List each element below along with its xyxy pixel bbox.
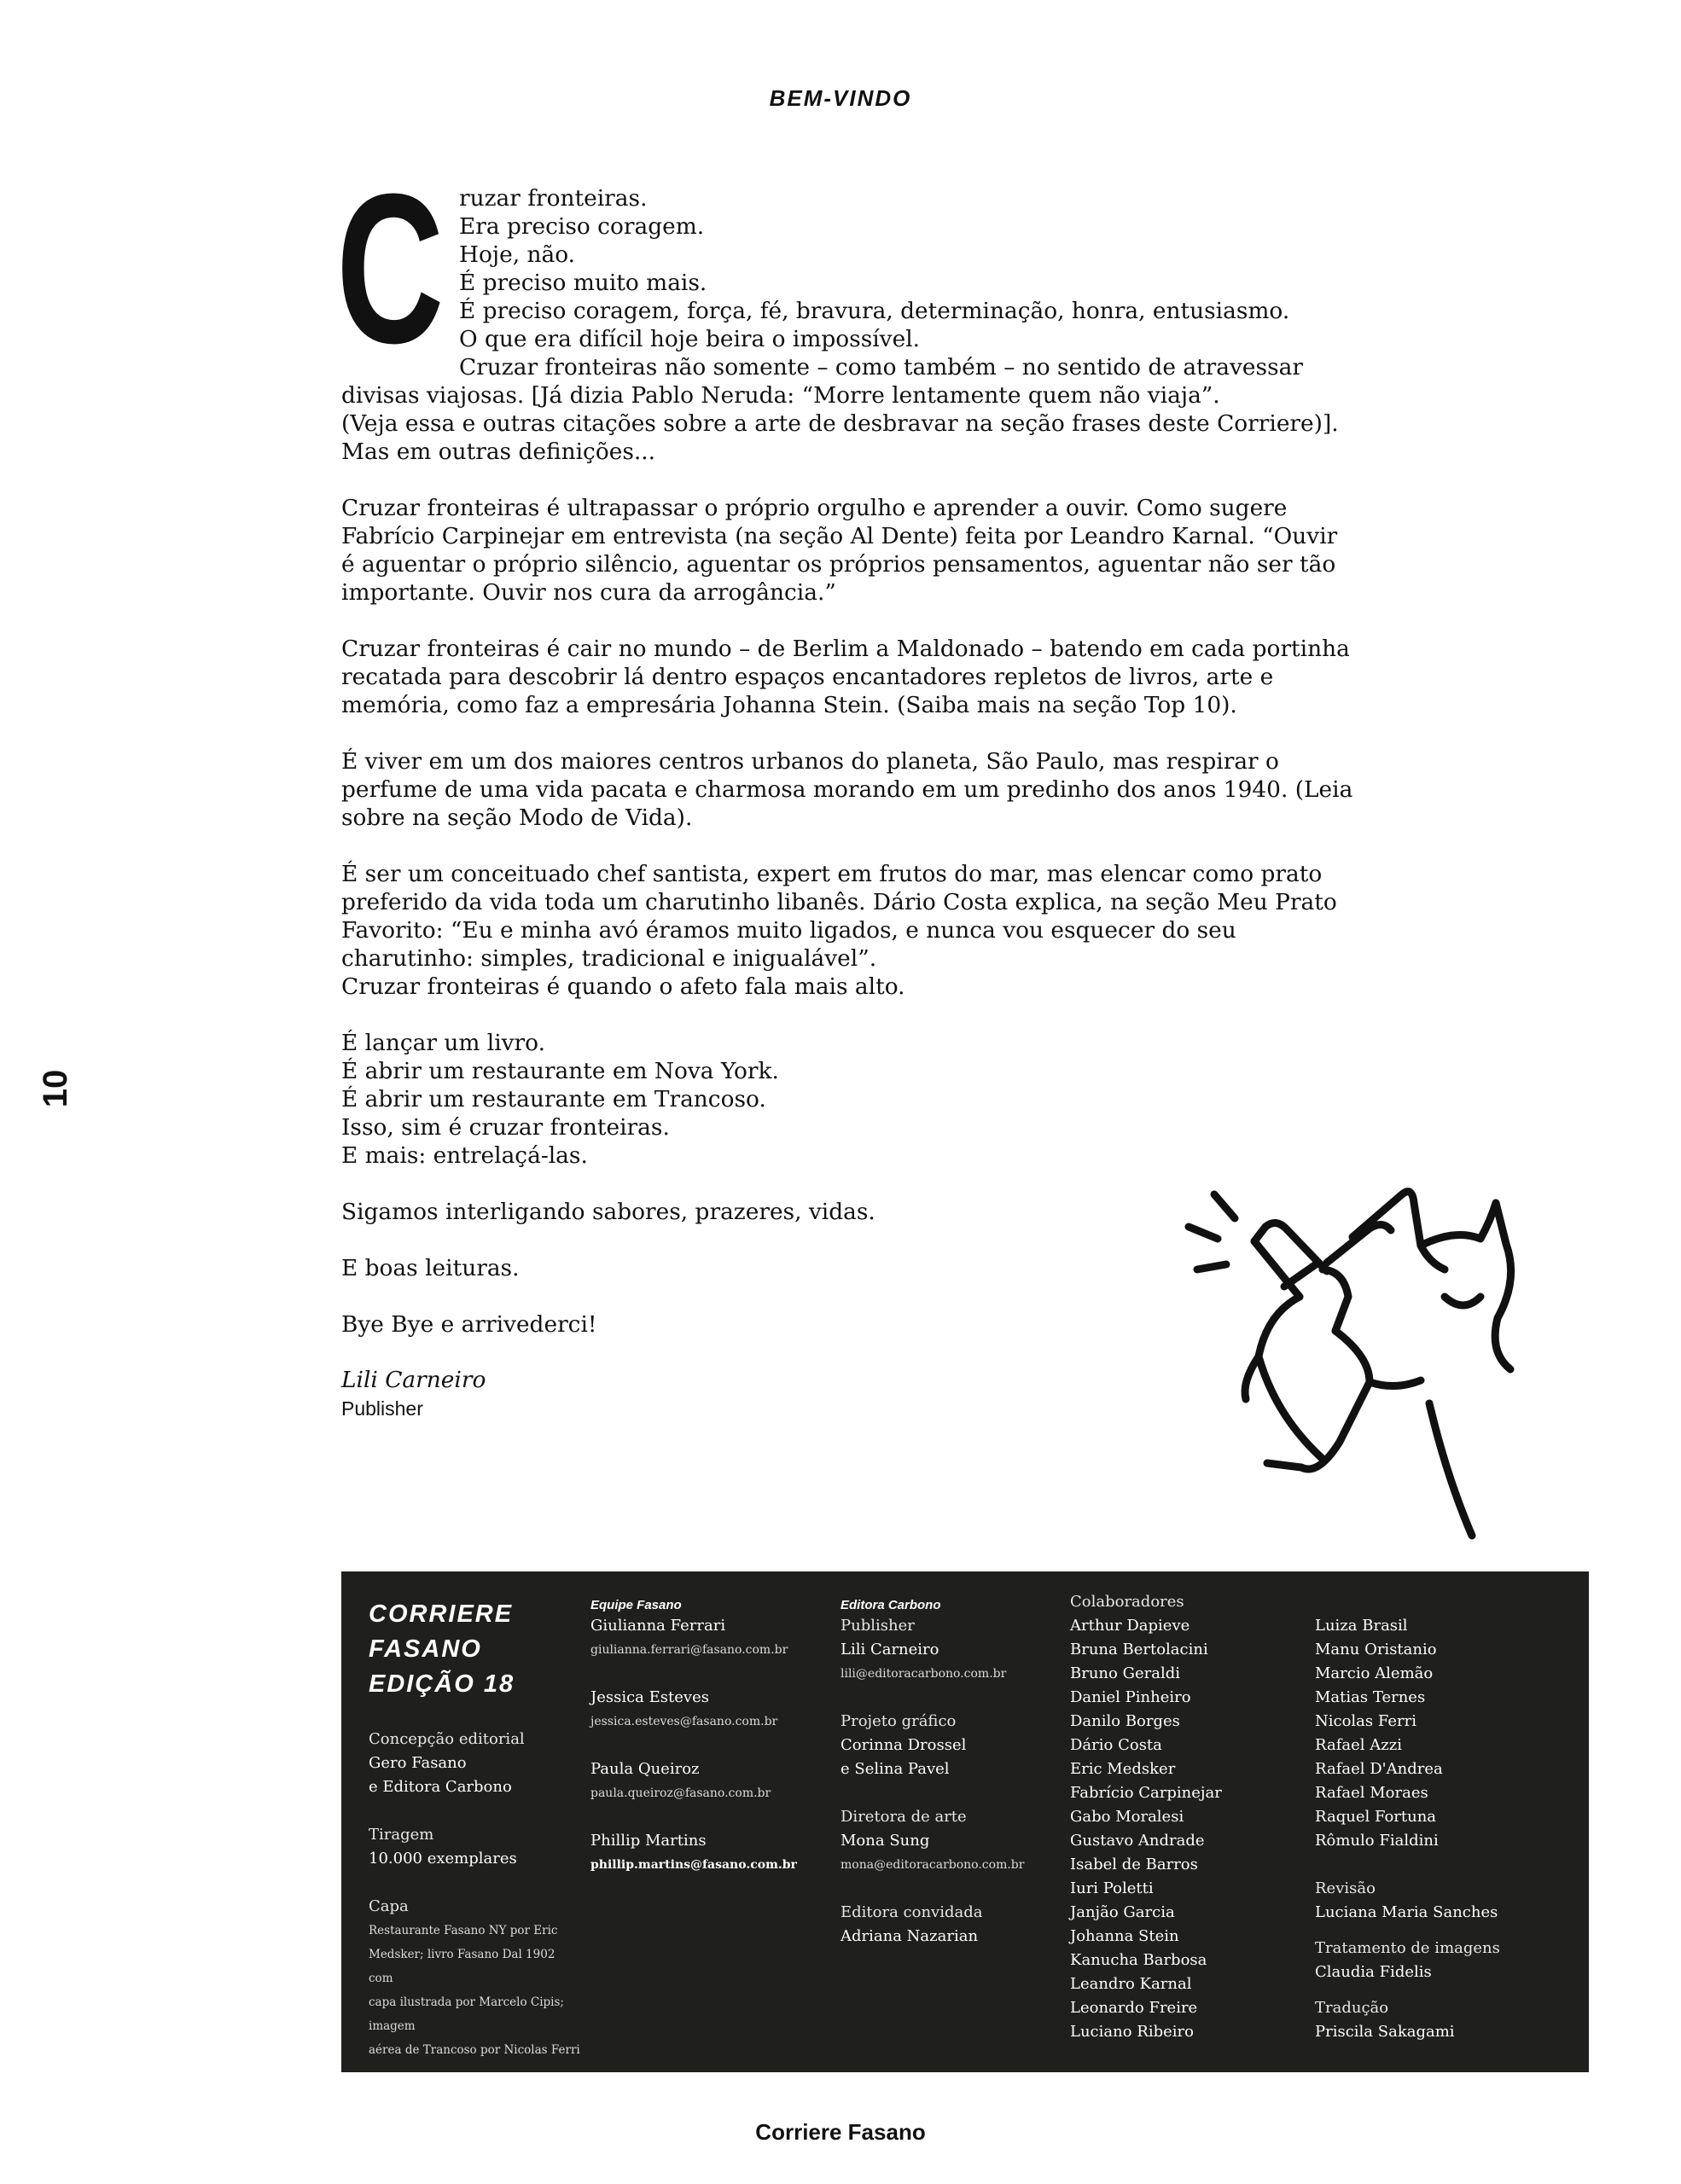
- signature-name: Lili Carneiro: [341, 1367, 486, 1393]
- closing-line: Bye Bye e arrivederci!: [341, 1311, 597, 1338]
- colaborador-name: Marcio Alemão: [1315, 1664, 1434, 1682]
- capa-line: capa ilustrada por Marcelo Cipis; imagem: [369, 1995, 564, 2033]
- colaboradores-list-continued: [1315, 1614, 1571, 1853]
- equipe-email: giulianna.ferrari@fasano.com.br: [590, 1643, 788, 1657]
- intro-line: Mas em outras definições...: [341, 439, 656, 465]
- diretora-email: mona@editoracarbono.com.br: [840, 1858, 1025, 1872]
- concepcao-label: Concepção editorial: [369, 1730, 525, 1748]
- colaborador-name: Rômulo Fialdini: [1315, 1832, 1439, 1850]
- intro-line: divisas viajosas. [Já dizia Pablo Neruda: “Morre lentamente quem não viaja”.: [341, 382, 1220, 409]
- list-line: Isso, sim é cruzar fronteiras.: [341, 1114, 670, 1141]
- signature-role: Publisher: [341, 1397, 423, 1420]
- capa-line: Medsker; livro Fasano Dal 1902 com: [369, 1948, 555, 1985]
- equipe-email: paula.queiroz@fasano.com.br: [590, 1786, 771, 1800]
- equipe-email: jessica.esteves@fasano.com.br: [590, 1715, 778, 1728]
- footer-title: Corriere Fasano: [755, 2119, 926, 2145]
- body-paragraph: Cruzar fronteiras é quando o afeto fala mais alto.: [341, 973, 905, 1000]
- intro-paragraph: [341, 184, 1357, 466]
- capa-line: aérea de Trancoso por Nicolas Ferri: [369, 2043, 580, 2057]
- convidada-label: Editora convidada: [840, 1903, 983, 1921]
- concepcao-value: e Editora Carbono: [369, 1778, 512, 1796]
- convidada-name: Adriana Nazarian: [840, 1927, 979, 1945]
- drop-cap: C: [336, 149, 441, 387]
- colaborador-name: Danilo Borges: [1070, 1712, 1180, 1730]
- intro-line: É preciso coragem, força, fé, bravura, determinação, honra, entusiasmo.: [459, 298, 1290, 324]
- equipe-header: Equipe Fasano: [590, 1598, 682, 1612]
- colaborador-name: Rafael Azzi: [1315, 1736, 1402, 1754]
- colaborador-name: Gustavo Andrade: [1070, 1832, 1205, 1850]
- masthead-column-credits: [1315, 1614, 1571, 2044]
- intro-line: (Veja essa e outras citações sobre a arte de desbravar na seção frases deste Corriere)].: [341, 410, 1339, 437]
- page-number: 10: [37, 1069, 74, 1108]
- colaborador-name: Kanucha Barbosa: [1070, 1951, 1207, 1969]
- colaborador-name: Fabrício Carpinejar: [1070, 1784, 1222, 1802]
- equipe-name: Giulianna Ferrari: [590, 1617, 726, 1635]
- masthead-column-equipe: [590, 1597, 804, 1877]
- publisher-name: Lili Carneiro: [840, 1641, 939, 1658]
- colaborador-name: Luciano Ribeiro: [1070, 2023, 1194, 2041]
- traducao-label: Tradução: [1315, 1999, 1389, 2017]
- projeto-label: Projeto gráfico: [840, 1712, 957, 1730]
- list-line: É abrir um restaurante em Trancoso.: [341, 1086, 766, 1112]
- intro-line: Hoje, não.: [459, 241, 576, 268]
- revisao-label: Revisão: [1315, 1879, 1376, 1897]
- diretora-label: Diretora de arte: [840, 1808, 967, 1826]
- intro-line: É preciso muito mais.: [459, 270, 707, 296]
- publisher-label: Publisher: [840, 1617, 915, 1635]
- projeto-value: Corinna Drossel: [840, 1736, 967, 1754]
- colaborador-name: Arthur Dapieve: [1070, 1617, 1190, 1635]
- masthead-title: CORRIERE FASANO: [369, 1600, 514, 1663]
- section-title: BEM-VINDO: [769, 85, 912, 111]
- colaborador-name: Luiza Brasil: [1315, 1617, 1408, 1635]
- colaborador-name: Leonardo Freire: [1070, 1999, 1198, 2017]
- cat-drinking-illustration: [1173, 1169, 1532, 1548]
- colaborador-name: Iuri Poletti: [1070, 1879, 1154, 1897]
- colaboradores-label: Colaboradores: [1070, 1593, 1184, 1611]
- colaborador-name: Gabo Moralesi: [1070, 1808, 1184, 1826]
- colaborador-name: Daniel Pinheiro: [1070, 1688, 1191, 1706]
- concepcao-value: Gero Fasano: [369, 1754, 467, 1772]
- colaboradores-list: [1070, 1614, 1300, 2044]
- colaborador-name: Matias Ternes: [1315, 1688, 1426, 1706]
- traducao-name: Priscila Sakagami: [1315, 2023, 1455, 2041]
- revisao-name: Luciana Maria Sanches: [1315, 1903, 1498, 1921]
- intro-line: ruzar fronteiras.: [459, 185, 648, 212]
- body-paragraph: É viver em um dos maiores centros urbanos do planeta, São Paulo, mas respirar o perfume de uma vida pacata e charmosa morando em um predinho dos anos 1940. (Leia sobre na seção Modo de Vida).: [341, 748, 1353, 831]
- equipe-email: phillip.martins@fasano.com.br: [590, 1858, 797, 1872]
- body-paragraph: Cruzar fronteiras é cair no mundo – de Berlim a Maldonado – batendo em cada portinha recatada para descobrir lá dentro espaços encantadores repletos de livros, arte e memória, como faz a empresária Johanna Stein. (Saiba mais na seção Top 10).: [341, 636, 1350, 718]
- intro-line: Era preciso coragem.: [459, 213, 705, 240]
- masthead-edition: EDIÇÃO 18: [369, 1670, 515, 1698]
- tiragem-label: Tiragem: [369, 1826, 434, 1844]
- list-line: E mais: entrelaçá-las.: [341, 1142, 588, 1169]
- capa-label: Capa: [369, 1897, 409, 1915]
- publisher-email: lili@editoracarbono.com.br: [840, 1667, 1007, 1681]
- colaborador-name: Johanna Stein: [1070, 1927, 1179, 1945]
- body-paragraph: Cruzar fronteiras é ultrapassar o próprio orgulho e aprender a ouvir. Como sugere Fabrício Carpinejar em entrevista (na seção Al Dente) feita por Leandro Karnal. “Ouvir é aguentar o próprio silêncio, aguentar os próprios pensamentos, aguentar não ser tão importante. Ouvir nos cura da arrogância.”: [341, 495, 1338, 606]
- body-paragraph: É ser um conceituado chef santista, expert em frutos do mar, mas elencar como prato preferido da vida toda um charutinho libanês. Dário Costa explica, na seção Meu Prato Favorito: “Eu e minha avó éramos muito ligados, e nunca vou esquecer do seu charutinho: simples, tradicional e inigualável”.: [341, 861, 1337, 972]
- masthead-panel: [341, 1571, 1589, 2072]
- masthead-column-colaboradores: [1070, 1590, 1300, 2044]
- intro-line: O que era difícil hoje beira o impossível.: [459, 326, 921, 352]
- colaborador-name: Rafael D'Andrea: [1315, 1760, 1443, 1778]
- capa-line: Restaurante Fasano NY por Eric: [369, 1924, 558, 1937]
- tiragem-value: 10.000 exemplares: [369, 1850, 517, 1867]
- colaborador-name: Rafael Moraes: [1315, 1784, 1428, 1802]
- list-paragraph: [341, 1029, 1357, 1170]
- colaborador-name: Janjão Garcia: [1070, 1903, 1175, 1921]
- diretora-name: Mona Sung: [840, 1832, 930, 1850]
- equipe-name: Paula Queiroz: [590, 1760, 700, 1778]
- colaborador-name: Eric Medsker: [1070, 1760, 1176, 1778]
- tratamento-name: Claudia Fidelis: [1315, 1963, 1432, 1981]
- carbono-header: Editora Carbono: [840, 1598, 941, 1612]
- intro-line: Cruzar fronteiras não somente – como também – no sentido de atravessar: [459, 354, 1303, 380]
- masthead-column-carbono: [840, 1597, 1054, 1949]
- closing-line: Sigamos interligando sabores, prazeres, vidas.: [341, 1199, 875, 1225]
- colaborador-name: Manu Oristanio: [1315, 1641, 1437, 1658]
- colaborador-name: Leandro Karnal: [1070, 1975, 1192, 1993]
- tratamento-label: Tratamento de imagens: [1315, 1939, 1500, 1957]
- masthead-column-edition: [369, 1597, 582, 2062]
- projeto-value: e Selina Pavel: [840, 1760, 950, 1778]
- colaborador-name: Dário Costa: [1070, 1736, 1162, 1754]
- colaborador-name: Raquel Fortuna: [1315, 1808, 1437, 1826]
- colaborador-name: Bruna Bertolacini: [1070, 1641, 1208, 1658]
- equipe-name: Phillip Martins: [590, 1832, 707, 1850]
- closing-line: E boas leituras.: [341, 1255, 520, 1281]
- list-line: É abrir um restaurante em Nova York.: [341, 1058, 779, 1084]
- equipe-name: Jessica Esteves: [590, 1688, 709, 1706]
- colaborador-name: Nicolas Ferri: [1315, 1712, 1416, 1730]
- colaborador-name: Isabel de Barros: [1070, 1856, 1198, 1873]
- list-line: É lançar um livro.: [341, 1030, 545, 1056]
- colaborador-name: Bruno Geraldi: [1070, 1664, 1180, 1682]
